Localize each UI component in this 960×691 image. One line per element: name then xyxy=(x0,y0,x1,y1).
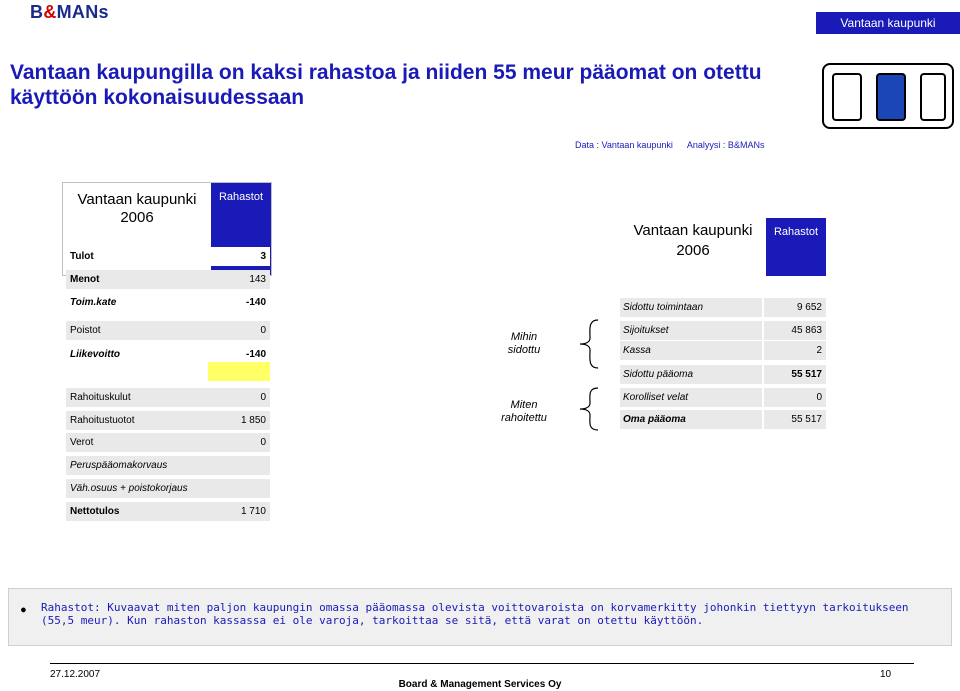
group-label-bound: Mihin sidottu xyxy=(507,331,541,356)
table-row-highlight xyxy=(66,362,270,381)
table-row: Sidottu toimintaan 9 652 xyxy=(620,298,826,317)
footer-company: Board & Management Services Oy xyxy=(398,679,562,690)
table-row: Poistot 0 xyxy=(66,321,270,340)
left-table-year: 2006 xyxy=(120,209,154,226)
right-table-header xyxy=(620,218,826,276)
table-row: Liikevoitto -140 xyxy=(66,345,270,364)
brand-logo-text: B&MANs xyxy=(30,2,109,22)
client-banner: Vantaan kaupunki xyxy=(816,12,960,34)
explanation-note xyxy=(8,588,952,646)
slide-title: Vantaan kaupungilla on kaksi rahastoa ja niiden 55 meur pääomat on otettu käyttöön kokonaisuudessaan xyxy=(10,61,762,109)
table-row: Menot 143 xyxy=(66,270,270,289)
table-row: Väh.osuus + poistokorjaus xyxy=(66,479,270,498)
footer-date: 27.12.2007 xyxy=(50,669,101,680)
brace-icon xyxy=(578,318,600,370)
brace-icon xyxy=(578,386,600,432)
page-number: 10 xyxy=(880,669,892,680)
source-line xyxy=(575,140,776,150)
table-row: Toim.kate -140 xyxy=(66,293,270,312)
bullet-icon: ● xyxy=(21,605,26,614)
table-row: Rahoituskulut 0 xyxy=(66,388,270,407)
note-keyword: Rahastot xyxy=(41,601,94,614)
group-label-financed: Miten rahoitettu xyxy=(501,399,547,424)
footer-divider xyxy=(50,663,914,664)
table-row: Verot 0 xyxy=(66,433,270,452)
slide-logo xyxy=(822,63,954,129)
table-row: Kassa 2 xyxy=(620,341,826,360)
left-table-entity: Vantaan kaupunki xyxy=(77,191,197,208)
right-table-year: 2006 xyxy=(676,242,710,259)
table-row-total: Oma pääoma 55 517 xyxy=(620,410,826,429)
table-row: Rahoitustuotot 1 850 xyxy=(66,411,270,430)
left-table-column: Rahastot xyxy=(211,183,271,275)
analysis-source: Analyysi : B&MANs xyxy=(686,140,765,150)
right-table-entity: Vantaan kaupunki xyxy=(633,222,753,239)
table-row: Tulot 3 xyxy=(66,247,270,266)
table-row-total: Sidottu pääoma 55 517 xyxy=(620,365,826,384)
data-source: Data : Vantaan kaupunki xyxy=(575,140,673,150)
right-table-column: Rahastot xyxy=(766,218,826,276)
note-text: : Kuvaavat miten paljon kaupungin omassa pääomassa olevista voittovaroista on korvamerkitty johonkin tiettyyn tarkoitukseen (55,5 meur). Kun rahaston kassassa ei ole varoja, tarkoittaa se sitä, että varat on otettu käyttöön. xyxy=(41,601,909,627)
table-row: Korolliset velat 0 xyxy=(620,388,826,407)
table-row: Peruspääomakorvaus xyxy=(66,456,270,475)
table-row: Sijoitukset 45 863 xyxy=(620,321,826,340)
table-row-total: Nettotulos 1 710 xyxy=(66,502,270,521)
